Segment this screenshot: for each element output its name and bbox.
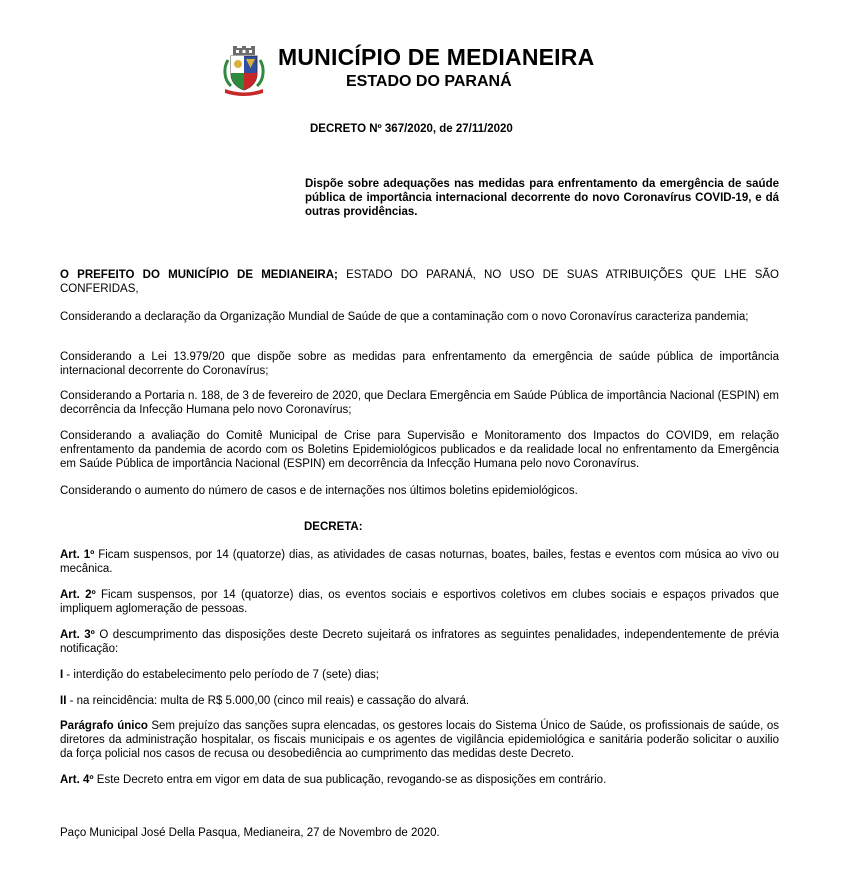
inciso-1-text: - interdição do estabelecimento pelo período de 7 (sete) dias;	[63, 669, 380, 681]
preamble	[60, 268, 779, 296]
preamble-bold: O PREFEITO DO MUNICÍPIO DE MEDIANEIRA;	[60, 269, 338, 281]
considerando-4: Considerando a avaliação do Comitê Municipal de Crise para Supervisão e Monitoramento dos Impactos do COVID9, em relação enfrentamento da pandemia de acordo com os Boletins Epidemiológicos publicados e da realidade local no enfrentamento da Emergência em Saúde Pública de importância Nacional (ESPIN) em decorrência da Infecção Humana pelo novo Coronavírus.	[60, 430, 779, 470]
decree-number: DECRETO Nº 367/2020, de 27/11/2020	[310, 123, 513, 135]
paragrafo-unico	[60, 719, 779, 761]
coat-of-arms-icon	[222, 46, 266, 96]
article-1	[60, 548, 779, 576]
inciso-2	[60, 694, 779, 708]
inciso-2-text: - na reincidência: multa de R$ 5.000,00 (cinco mil reais) e cassação do alvará.	[66, 695, 470, 707]
article-4-text: Este Decreto entra em vigor em data de sua publicação, revogando-se as disposições em contrário.	[93, 774, 607, 786]
considerando-3: Considerando a Portaria n. 188, de 3 de fevereiro de 2020, que Declara Emergência em Saúde Pública de importância Nacional (ESPIN) em decorrência da Infecção Humana pelo novo Coronavírus;	[60, 390, 779, 416]
article-4	[60, 773, 779, 787]
article-1-label: Art. 1º	[60, 549, 95, 561]
preamble-text: ESTADO DO PARANÁ, NO USO DE SUAS ATRIBUIÇÕES QUE LHE SÃO CONFERIDAS,	[60, 269, 779, 295]
article-2-text: Ficam suspensos, por 14 (quatorze) dias, os eventos sociais e esportivos coletivos em clubes sociais e espaços privados que impliquem aglomeração de pessoas.	[60, 589, 779, 615]
considerando-5: Considerando o aumento do número de casos e de internações nos últimos boletins epidemiológicos.	[60, 485, 578, 497]
article-3	[60, 628, 779, 656]
closing-signature-line: Paço Municipal José Della Pasqua, Medianeira, 27 de Novembro de 2020.	[60, 827, 440, 839]
considerando-2: Considerando a Lei 13.979/20 que dispõe sobre as medidas para enfrentamento da emergência de saúde pública de importância internacional decorrente do Coronavírus;	[60, 351, 779, 377]
article-3-label: Art. 3º	[60, 629, 95, 641]
article-1-text: Ficam suspensos, por 14 (quatorze) dias, as atividades de casas noturnas, boates, bailes, festas e eventos com música ao vivo ou mecânica.	[60, 549, 779, 575]
state-subtitle: ESTADO DO PARANÁ	[346, 73, 512, 90]
article-4-label: Art. 4º	[60, 774, 94, 786]
municipality-title: MUNICÍPIO DE MEDIANEIRA	[278, 44, 595, 70]
paragrafo-unico-label: Parágrafo único	[60, 720, 148, 732]
paragrafo-unico-text: Sem prejuízo das sanções supra elencadas, os gestores locais do Sistema Único de Saúde, os profissionais de saúde, os diretores da administração hospitalar, os fiscais municipais e os agentes de vigilância epidemiológica e sanitária poderão solicitar o auxilio da força policial nos casos de recusa ou desobediência ao cumprimento das medidas deste Decreto.	[60, 720, 779, 760]
inciso-1-label: I	[60, 669, 64, 681]
article-2	[60, 588, 779, 616]
article-3-text: O descumprimento das disposições deste Decreto sujeitará os infratores as seguintes penalidades, independentemente de prévia notificação:	[60, 629, 779, 655]
inciso-2-label: II	[60, 695, 67, 707]
article-2-label: Art. 2º	[60, 589, 96, 601]
inciso-1	[60, 668, 779, 682]
decree-summary: Dispõe sobre adequações nas medidas para enfrentamento da emergência de saúde pública de importância internacional decorrente do novo Coronavírus COVID-19, e dá outras providências.	[305, 178, 779, 218]
decreta-heading: DECRETA:	[304, 521, 363, 533]
considerando-1: Considerando a declaração da Organização Mundial de Saúde de que a contaminação com o novo Coronavírus caracteriza pandemia;	[60, 311, 749, 323]
